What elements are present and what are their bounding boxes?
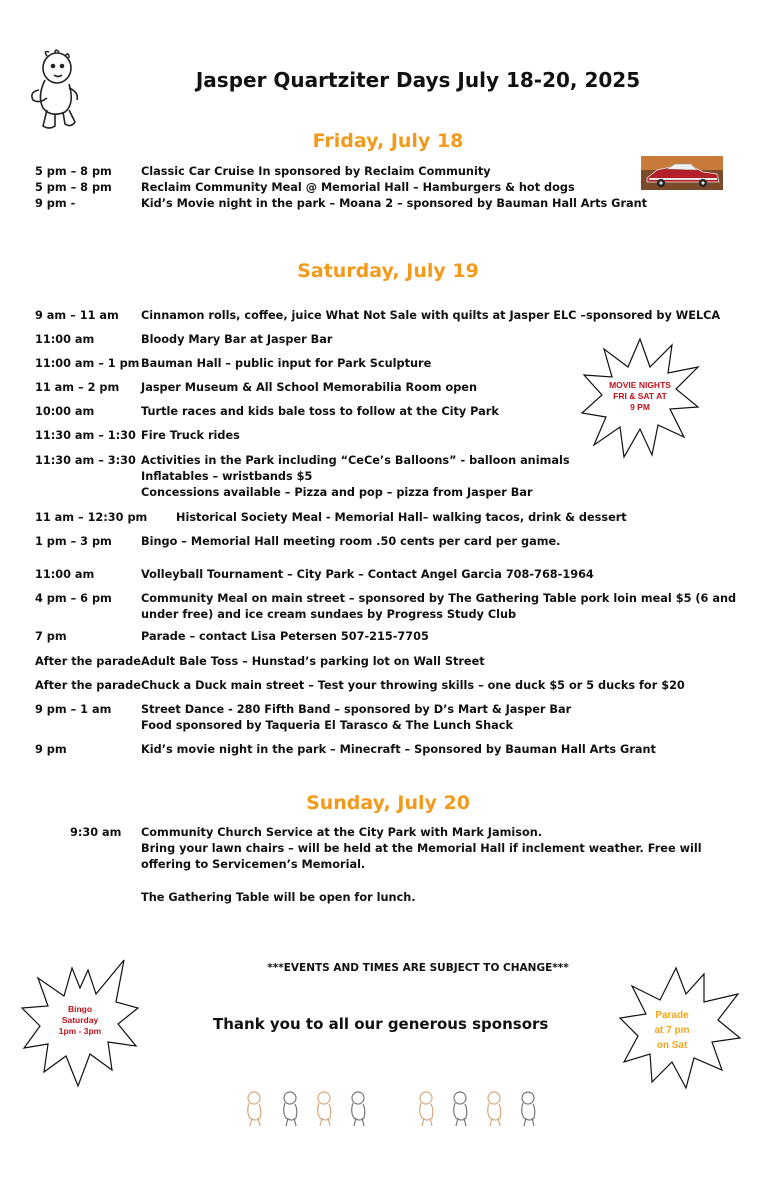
event-desc-line: Community Meal on main street – sponsored by The Gathering Table pork loin meal $5 (6 and — [141, 592, 737, 605]
event-desc-line: under free) and ice cream sundaes by Progress Study Club — [141, 608, 517, 621]
event-time: 9 pm - — [35, 197, 76, 210]
event-desc: Fire Truck rides — [141, 429, 240, 442]
movie-nights-text — [592, 380, 688, 413]
event-desc: Chuck a Duck main street – Test your throwing skills – one duck $5 or 5 ducks for $20 — [141, 679, 685, 692]
mascot-row-icon — [240, 1090, 540, 1128]
event-desc — [141, 453, 570, 501]
event-desc-line: The Gathering Table will be open for lunch. — [141, 891, 416, 904]
event-time: 11:30 am – 1:30 — [35, 429, 136, 442]
burst-line: MOVIE NIGHTS — [609, 380, 671, 390]
event-time: 11:00 am — [35, 333, 95, 346]
thanks-message: Thank you to all our generous sponsors — [213, 1015, 549, 1033]
event-desc: Bingo – Memorial Hall meeting room .50 cents per card per game. — [141, 535, 561, 548]
event-time: 9 pm — [35, 743, 67, 756]
event-time: After the parade — [35, 655, 141, 668]
event-desc: Bauman Hall – public input for Park Sculpture — [141, 357, 432, 370]
event-desc: Turtle races and kids bale toss to follow at the City Park — [141, 405, 499, 418]
events-notice: ***EVENTS AND TIMES ARE SUBJECT TO CHANGE*** — [267, 962, 569, 974]
event-desc: Jasper Museum & All School Memorabilia Room open — [141, 381, 477, 394]
bingo-text — [40, 1004, 120, 1037]
event-desc-line: Concessions available – Pizza and pop – pizza from Jasper Bar — [141, 486, 533, 499]
event-time: After the parade — [35, 679, 141, 692]
event-time: 11:00 am — [35, 568, 95, 581]
event-time: 1 pm – 3 pm — [35, 535, 112, 548]
event-desc-line: Bring your lawn chairs – will be held at the Memorial Hall if inclement weather. Free will — [141, 842, 702, 855]
event-desc-line: offering to Servicemen’s Memorial. — [141, 858, 366, 871]
burst-line: 9 PM — [630, 402, 650, 412]
event-desc: Cinnamon rolls, coffee, juice What Not Sale with quilts at Jasper ELC –sponsored by WELCA — [141, 309, 721, 322]
event-time: 9:30 am — [70, 826, 122, 839]
event-desc: Adult Bale Toss – Hunstad’s parking lot on Wall Street — [141, 655, 485, 668]
event-time: 11 am – 12:30 pm — [35, 511, 148, 524]
burst-line: on Sat — [656, 1040, 688, 1051]
event-desc: Kid’s Movie night in the park – Moana 2 – sponsored by Bauman Hall Arts Grant — [141, 197, 648, 210]
parade-text — [640, 1008, 704, 1053]
event-desc: Reclaim Community Meal @ Memorial Hall – Hamburgers & hot dogs — [141, 181, 575, 194]
event-desc: Historical Society Meal - Memorial Hall– walking tacos, drink & dessert — [176, 511, 627, 524]
event-desc: Classic Car Cruise In sponsored by Reclaim Community — [141, 165, 491, 178]
event-time: 11:30 am – 3:30 — [35, 454, 136, 467]
classic-car-image — [641, 156, 723, 190]
sunday-heading: Sunday, July 20 — [306, 792, 470, 814]
event-desc-line: Inflatables – wristbands $5 — [141, 470, 313, 483]
event-time: 4 pm – 6 pm — [35, 592, 112, 605]
saturday-heading: Saturday, July 19 — [297, 260, 479, 282]
event-desc: Parade – contact Lisa Petersen 507-215-7705 — [141, 630, 429, 643]
burst-line: at 7 pm — [654, 1025, 690, 1036]
burst-line: Parade — [655, 1010, 689, 1021]
event-desc: Volleyball Tournament – City Park – Contact Angel Garcia 708-768-1964 — [141, 568, 594, 581]
event-desc-line: Activities in the Park including “CeCe’s Balloons” - balloon animals — [141, 454, 570, 467]
event-desc-line: Street Dance - 280 Fifth Band – sponsored by D’s Mart & Jasper Bar — [141, 703, 572, 716]
event-time: 7 pm — [35, 630, 67, 643]
burst-line: Bingo — [67, 1004, 93, 1014]
event-time: 9 pm – 1 am — [35, 703, 112, 716]
mascot-row — [240, 1090, 540, 1128]
event-desc-line: Food sponsored by Taqueria El Tarasco & The Lunch Shack — [141, 719, 513, 732]
event-time: 9 am – 11 am — [35, 309, 119, 322]
event-time: 5 pm – 8 pm — [35, 165, 112, 178]
page-title: Jasper Quartziter Days July 18-20, 2025 — [195, 68, 641, 92]
event-desc — [141, 702, 571, 734]
burst-line: 1pm - 3pm — [58, 1026, 102, 1036]
sunday-desc — [141, 825, 702, 906]
event-desc: Kid’s movie night in the park – Minecraft – Sponsored by Bauman Hall Arts Grant — [141, 743, 656, 756]
event-desc: Bloody Mary Bar at Jasper Bar — [141, 333, 333, 346]
event-time: 11 am – 2 pm — [35, 381, 120, 394]
burst-line: FRI & SAT AT — [613, 391, 667, 401]
event-desc-line: Community Church Service at the City Park with Mark Jamison. — [141, 826, 543, 839]
event-desc — [141, 591, 736, 623]
event-time: 10:00 am — [35, 405, 95, 418]
burst-line: Saturday — [61, 1015, 99, 1025]
event-time: 11:00 am – 1 pm — [35, 357, 140, 370]
event-time: 5 pm – 8 pm — [35, 181, 112, 194]
friday-heading: Friday, July 18 — [312, 130, 464, 152]
